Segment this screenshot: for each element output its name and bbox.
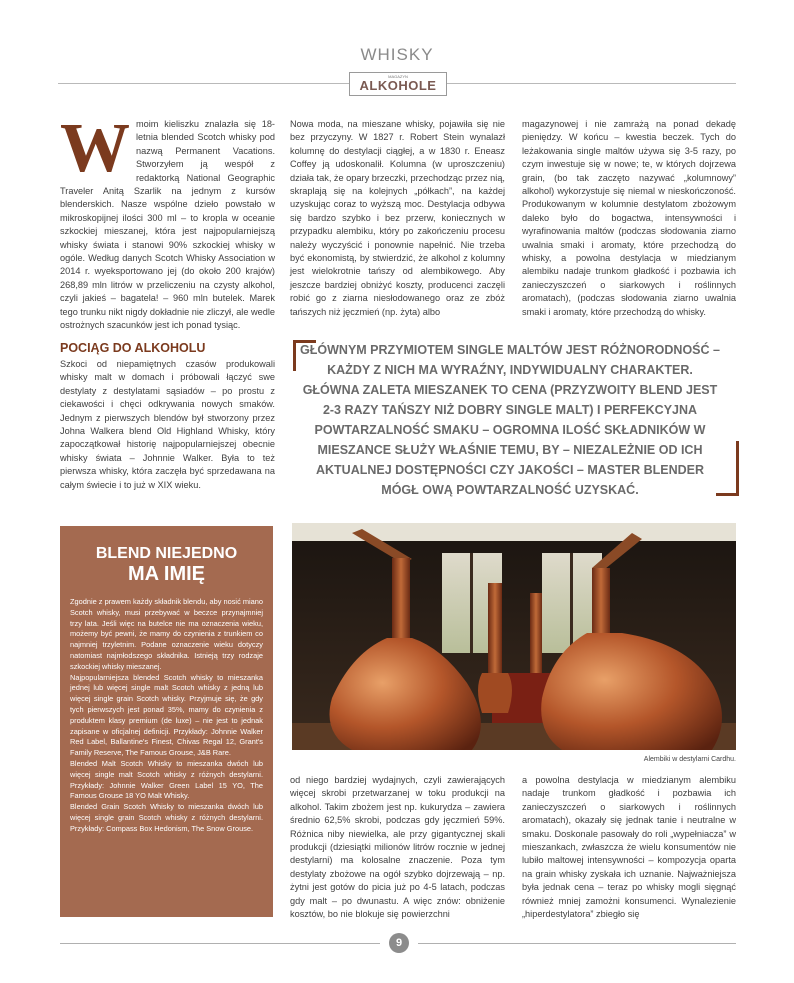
footer-rule-right [418,943,736,944]
drop-cap: W [60,110,130,187]
article-column-1 [60,110,276,492]
body-paragraph: a powolna destylacja w miedzianym alembiku nadaje trunkom gładkość i pozbawia ich zanieczyszczeń o siarkowych i roślinnych aromatach), okazały się jednak tanie i neutralne w smaku. Doskonale pasowały do roli „wypełniacza” w mieszankach, zwłaszcza że wielu konsumentów nie lubiło maltowej intensywności – kompozycja oparta na grain whisky zyskała ich uznanie. Najważniejsza była jednak cena – teraz po whisky mogli sięgnąć również mniej zamożni konsumenci. Wynalezienie „hiperdestylatora” zbiegło się [522,775,736,920]
body-paragraph: magazynowej i nie zamrażą na ponad dekadę pieniędzy. W końcu – kwestia beczek. Tych do leżakowania single maltów używa się 3-5 razy, po czym inwestuje się w nowe; te, w których dojrzewa grain, (bo tak zaczęto nazywać „kolumnowy” alkohol) wykorzystuje się niemal w nieskończoność. Produkowanym w kolumnie destylatom zbożowym daleko było do bogactwa, intensywności i wyrafinowania maltów (podczas słodowania ziarno uwalnia smaki i aromaty, które przechodzą do whisky, a powolna destylacja w miedzianym alembiku nadaje trunkom gładkość i pozbawia ich zanieczyszczeń o siarkowych i roślinnych aromatach), (podczas słodowania ziarno uwalnia smaki i aromaty, które przechodzą do whisky. [522,119,736,317]
copper-stills-illustration [292,523,736,750]
body-paragraph: Szkoci od niepamiętnych czasów produkowali whisky malt w domach i próbowali łączyć swe destylaty z destylatami sąsiadów – po prostu z ciekawości i chęci odkrywania nowych smaków. Jednym z pierwszych blendów był stworzony przez Johna Walkera blend Old Highland Whisky, który zapoczątkował historię najpopularniejszej obecnie whisky świata – Johnnie Walker. Była to też pierwsza whisky, która zaczęła być sprzedawana na całym świecie i to już w XIX wieku. [60,358,275,490]
column-badge [349,72,447,96]
footer-rule-left [60,943,380,944]
article-column-2 [290,118,505,319]
sidebar-paragraph: Zgodnie z prawem każdy składnik blendu, aby nosić miano Scotch whisky, musi przebywać w beczce przynajmniej trzy lata. Jeśli więc na butelce nie ma oznaczenia wieku, możemy być pewni, że mamy do czynienia z trunkiem co najmniej trzyletnim. Podane oznaczenie wieku dotyczy natomiast najmłodszego składnika. Istnieją trzy rodzaje szkockiej whisky mieszanej. [70,597,263,671]
sidebar-box [60,526,273,917]
article-column-3-lower [522,774,736,921]
sidebar-title-line-2: MA IMIĘ [127,563,206,585]
pull-quote: GŁÓWNYM PRZYMIOTEM SINGLE MALTÓW JEST RÓŻNORODNOŚĆ – KAŻDY Z NICH MA WYRAŹNY, INDYWIDUALNY CHARAKTER. GŁÓWNA ZALETA MIESZANEK TO CENA (PRZYZWOITY BLEND JEST 2-3 RAZY TAŃSZY NIŻ DOBRY SINGLE MALT) I PERFEKCYJNA POWTARZALNOŚĆ SMAKU – OGROMNA ILOŚĆ SKŁADNIKÓW W MIESZANCE SŁUŻY WŁAŚNIE TEMU, BY – NIEZALEŻNIE OD ICH AKTUALNEJ DOSTĘPNOŚCI CZY JAKOŚCI – MASTER BLENDER MÓGŁ OWĄ POWTARZALNOŚĆ UZYSKAĆ. [300,343,720,497]
sidebar-paragraph: Blended Malt Scotch Whisky to mieszanka dwóch lub więcej single malt Scotch whisky z różnych destylarni. Przykłady: Johnnie Walker Green Label 15 YO, The Famous Grouse 18 YO Malt Whisky. [70,758,263,801]
sidebar-paragraph: Najpopularniejsza blended Scotch whisky to mieszanka jednej lub więcej single malt Scotch whisky z jedną lub więcej single grain Scotch whisky. Przyjmuje się, że gdy tych pierwszych jest ponad 35%, mamy do czynienia z produktem klasy premium (de luxe) – nie jest to jednak zapisane w oficjalnej definicji. Przykłady: Johnnie Walker Red Label, Ballantine's Finest, Chivas Regal 12, Grant's Family Reserve, The Famous Grouse, J&B Rare. [70,672,263,758]
still-photo [292,523,736,750]
page-number: 9 [389,933,409,953]
sidebar-text [70,597,263,835]
sidebar-title-line-1: BLEND NIEJEDNO [95,545,238,562]
photo-caption: Alembiki w destylarni Cardhu. [643,756,736,763]
sidebar-paragraph: Blended Grain Scotch Whisky to mieszanka dwóch lub więcej single grain Scotch whisky z różnych destylarni. Przykłady: Compass Box Hedonism, The Snow Grouse. [70,802,263,833]
article-column-2-lower [290,774,505,921]
body-paragraph: od niego bardziej wydajnych, czyli zawierających więcej skrobi przetwarzanej w toku produkcji na alkohol. Takim zbożem jest np. kukurydza – zawiera średnio 62,5% skrobi, podczas gdy jęczmień 59%. Różnica niby niewielka, ale przy gigantycznej skali produkcji (dziesiątki milionów litrów rocznie w jednej destylarni) ma kolosalne znaczenie. Poza tym destylaty zbożowe na ogół szybko dojrzewają – np. żytni jest gotów do picia już po 4-5 latach, podczas gdy malt – po dwunastu. A więc znów: obniżenie kosztów, bo nie blokuje się powierzchni [290,775,505,920]
section-title: WHISKY [360,45,434,64]
subheading: POCIĄG DO ALKOHOLU [60,340,206,355]
article-column-3 [522,118,736,319]
column-label: ALKOHOLE [359,78,437,93]
body-paragraph: Nowa moda, na mieszane whisky, pojawiła się nie bez przyczyny. W 1827 r. Robert Stein wynalazł kolumnę do destylacji ciągłej, a w 1830 r. Eneasz Coffey ją udoskonalił. Kolumna (w uproszczeniu) działa tak, że opary brzeczki, przechodząc przez nią, skraplają się na kolejnych „półkach”, na każdej uzyskując coraz to wyższą moc. Destylacja odbywa się bardzo szybko i bez przerw, koniecznych w przypadku alembiku, który po zakończeniu procesu należy wyczyścić i ponownie napełnić. Nie trzeba być ekonomistą, by stwierdzić, że alkohol z kolumny jest wielokrotnie tańszy od alembikowego. Aby jeszcze bardziej obniżyć koszty, producenci zaczęli robić go z ziarna niesłodowanego oraz ze zbóż tańszych niż jęczmień (np. żyta) albo [290,119,505,317]
magazine-label: MAGAZYN [388,74,408,79]
intro-paragraph: moim kieliszku znalazła się 18-letnia blended Scotch whisky pod nazwą Permanent Vacations. Stworzyłem ją wespół z redaktorką National Geographic Traveler Anitą Szarlik na jednym z kursów blenderskich. Nasze wspólne dzieło powstało w mikroskopijnej ilości 300 ml – to kropla w oceanie szkockiej mieszanej, która jest najpopularniejszą whisky świata i stanowi 90% szkockiej whisky w ogóle. Według danych Scotch Whisky Association w 2014 r. wyeksportowano jej (do około 200 krajów) 268,89 mln litrów w przeliczeniu na czysty alkohol, czyli jakieś – bagatela! – 960 mln butelek. Marek tego trunku nikt nigdy dokładnie nie zliczył, ale wedle ostrożnych szacunków jest ich ponad tysiąc. [60,119,276,331]
